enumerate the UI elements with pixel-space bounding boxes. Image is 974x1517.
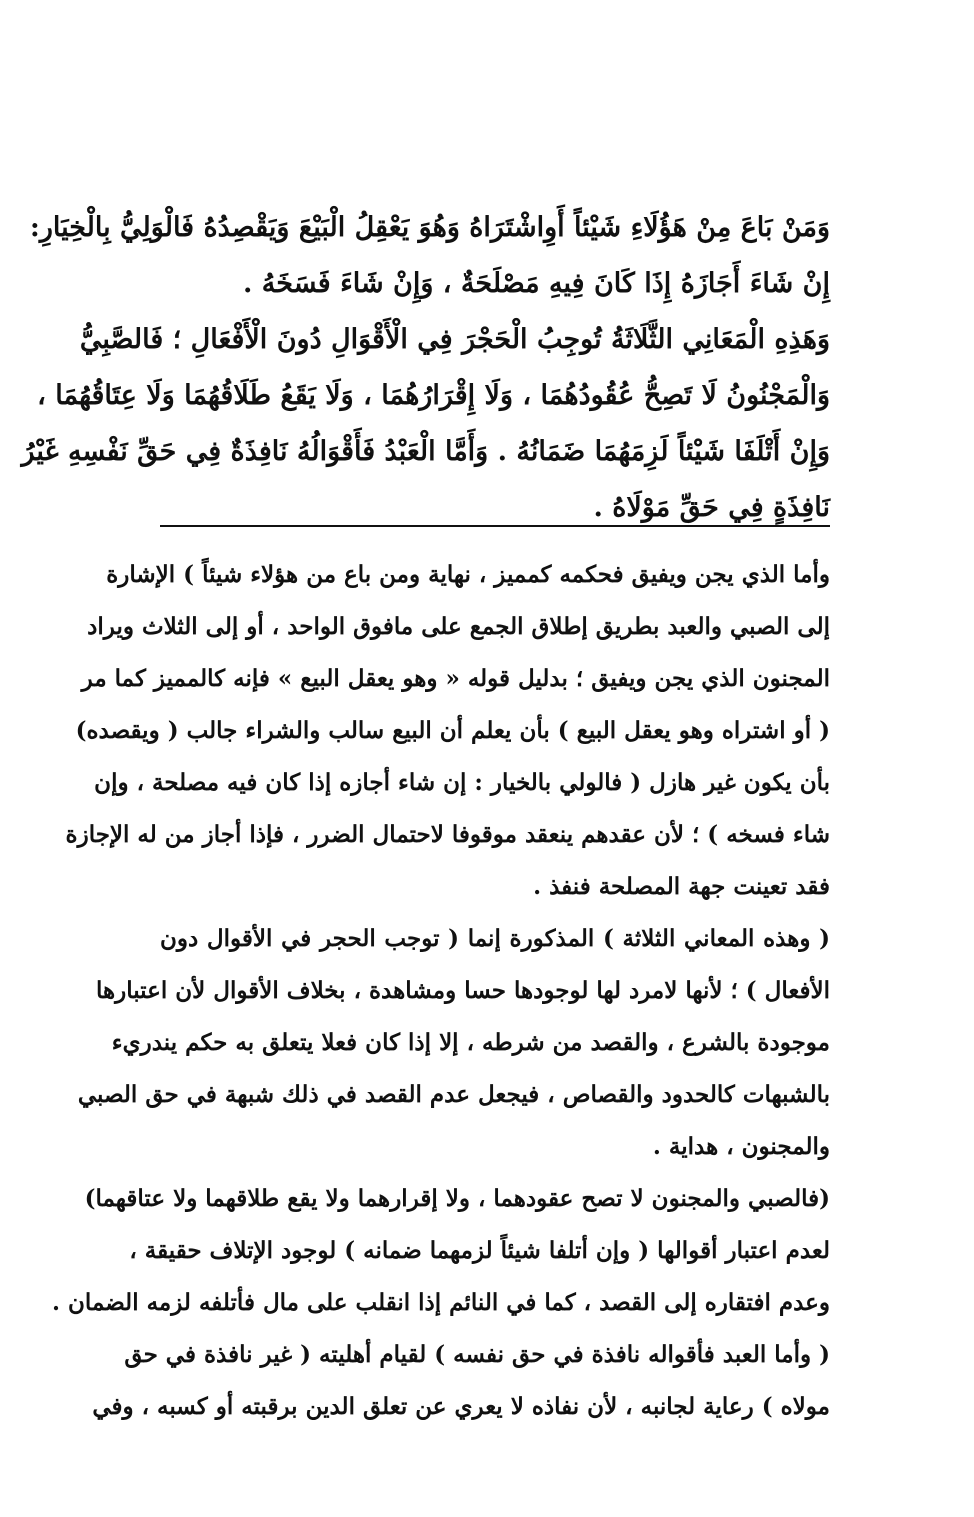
commentary-line: المجنون الذي يجن ويفيق ؛ بدليل قوله « وهو يعقل البيع » فإنه كالمميز كما مر [81, 665, 830, 692]
main-text-line: وَهَذِهِ الْمَعَانِي الثَّلَاثَةُ تُوجِبُ الْحَجْرَ فِي الْأَقْوَالِ دُونَ الْأَفْعَالِ ؛ فَالصَّبِيُّ [79, 324, 830, 355]
commentary-line: (فالصبي والمجنون لا تصح عقودهما ، ولا إقرارهما ولا يقع طلاقهما ولا عتاقهما) [84, 1185, 830, 1212]
commentary-line: ( وأما العبد فأقواله نافذة في حق نفسه ) لقيام أهليته ( غير نافذة في حق [124, 1341, 830, 1368]
commentary-text [52, 549, 830, 1433]
commentary-line: إلى الصبي والعبد بطريق إطلاق الجمع على مافوق الواحد ، أو إلى الثلاث ويراد [87, 613, 830, 640]
main-text-line: وَإِنْ أَتْلَفَا شَيْئاً لَزِمَهُمَا ضَمَانُهُ . وَأَمَّا الْعَبْدُ فَأَقْوَالُهُ نَافِذَةٌ فِي حَقِّ نَفْسِهِ غَيْرُ [21, 436, 830, 467]
commentary-line: بأن يكون غير هازل ( فالولي بالخيار : إن شاء أجازه إذا كان فيه مصلحة ، وإن [94, 769, 830, 796]
commentary-line: ( أو اشتراه وهو يعقل البيع ) بأن يعلم أن البيع سالب والشراء جالب ( ويقصده) [75, 717, 830, 744]
main-text [21, 200, 830, 536]
commentary-line: الأفعال ) ؛ لأنها لامرد لها لوجودها حسا ومشاهدة ، بخلاف الأقوال لأن اعتبارها [95, 977, 830, 1004]
main-text-line: إِنْ شَاءَ أَجَازَهُ إِذَا كَانَ فِيهِ مَصْلَحَةٌ ، وَإِنْ شَاءَ فَسَخَهُ . [243, 268, 830, 299]
commentary-line: وأما الذي يجن ويفيق فحكمه كمميز ، نهاية ومن باع من هؤلاء شيئاً ) الإشارة [106, 561, 830, 588]
section-divider [160, 525, 830, 527]
commentary-line: بالشبهات كالحدود والقصاص ، فيجعل عدم القصد في ذلك شبهة في حق الصبي [77, 1081, 830, 1108]
commentary-line: فقد تعينت جهة المصلحة فنفذ . [533, 873, 830, 900]
main-text-line: نَافِذَةٍ فِي حَقِّ مَوْلَاهُ . [593, 492, 830, 523]
commentary-line: وعدم افتقاره إلى القصد ، كما في النائم إذا انقلب على مال فأتلفه لزمه الضمان . [52, 1289, 830, 1316]
commentary-line: والمجنون ، هداية . [652, 1133, 830, 1160]
commentary-line: لعدم اعتبار أقوالها ( وإن أتلفا شيئاً لزمهما ضمانه ) لوجود الإتلاف حقيقة ، [129, 1237, 830, 1264]
main-text-line: وَالْمَجْنُونُ لَا تَصِحُّ عُقُودُهُمَا ، وَلَا إِقْرَارُهُمَا ، وَلَا يَقَعُ طَلَاقُهُمَا وَلَا عِتَاقُهُمَا ، [37, 380, 830, 411]
main-text-line: وَمَنْ بَاعَ مِنْ هَؤُلَاءِ شَيْئاً أَوِاشْتَرَاهُ وَهُوَ يَعْقِلُ الْبَيْعَ وَيَقْصِدُهُ فَالْوَلِيُّ بِالْخِيَارِ: [29, 212, 830, 243]
commentary-line: مولاه ) رعاية لجانبه ، لأن نفاذه لا يعري عن تعلق الدين برقبته أو كسبه ، وفي [92, 1393, 830, 1420]
commentary-line: موجودة بالشرع ، والقصد من شرطه ، إلا إذا كان فعلا يتعلق به حكم يندريء [111, 1029, 830, 1056]
commentary-line: ( وهذه المعاني الثلاثة ) المذكورة إنما ( توجب الحجر في الأقوال دون [160, 925, 830, 952]
commentary-line: شاء فسخه ) ؛ لأن عقدهم ينعقد موقوفا لاحتمال الضرر ، فإذا أجاز من له الإجازة [65, 821, 830, 848]
